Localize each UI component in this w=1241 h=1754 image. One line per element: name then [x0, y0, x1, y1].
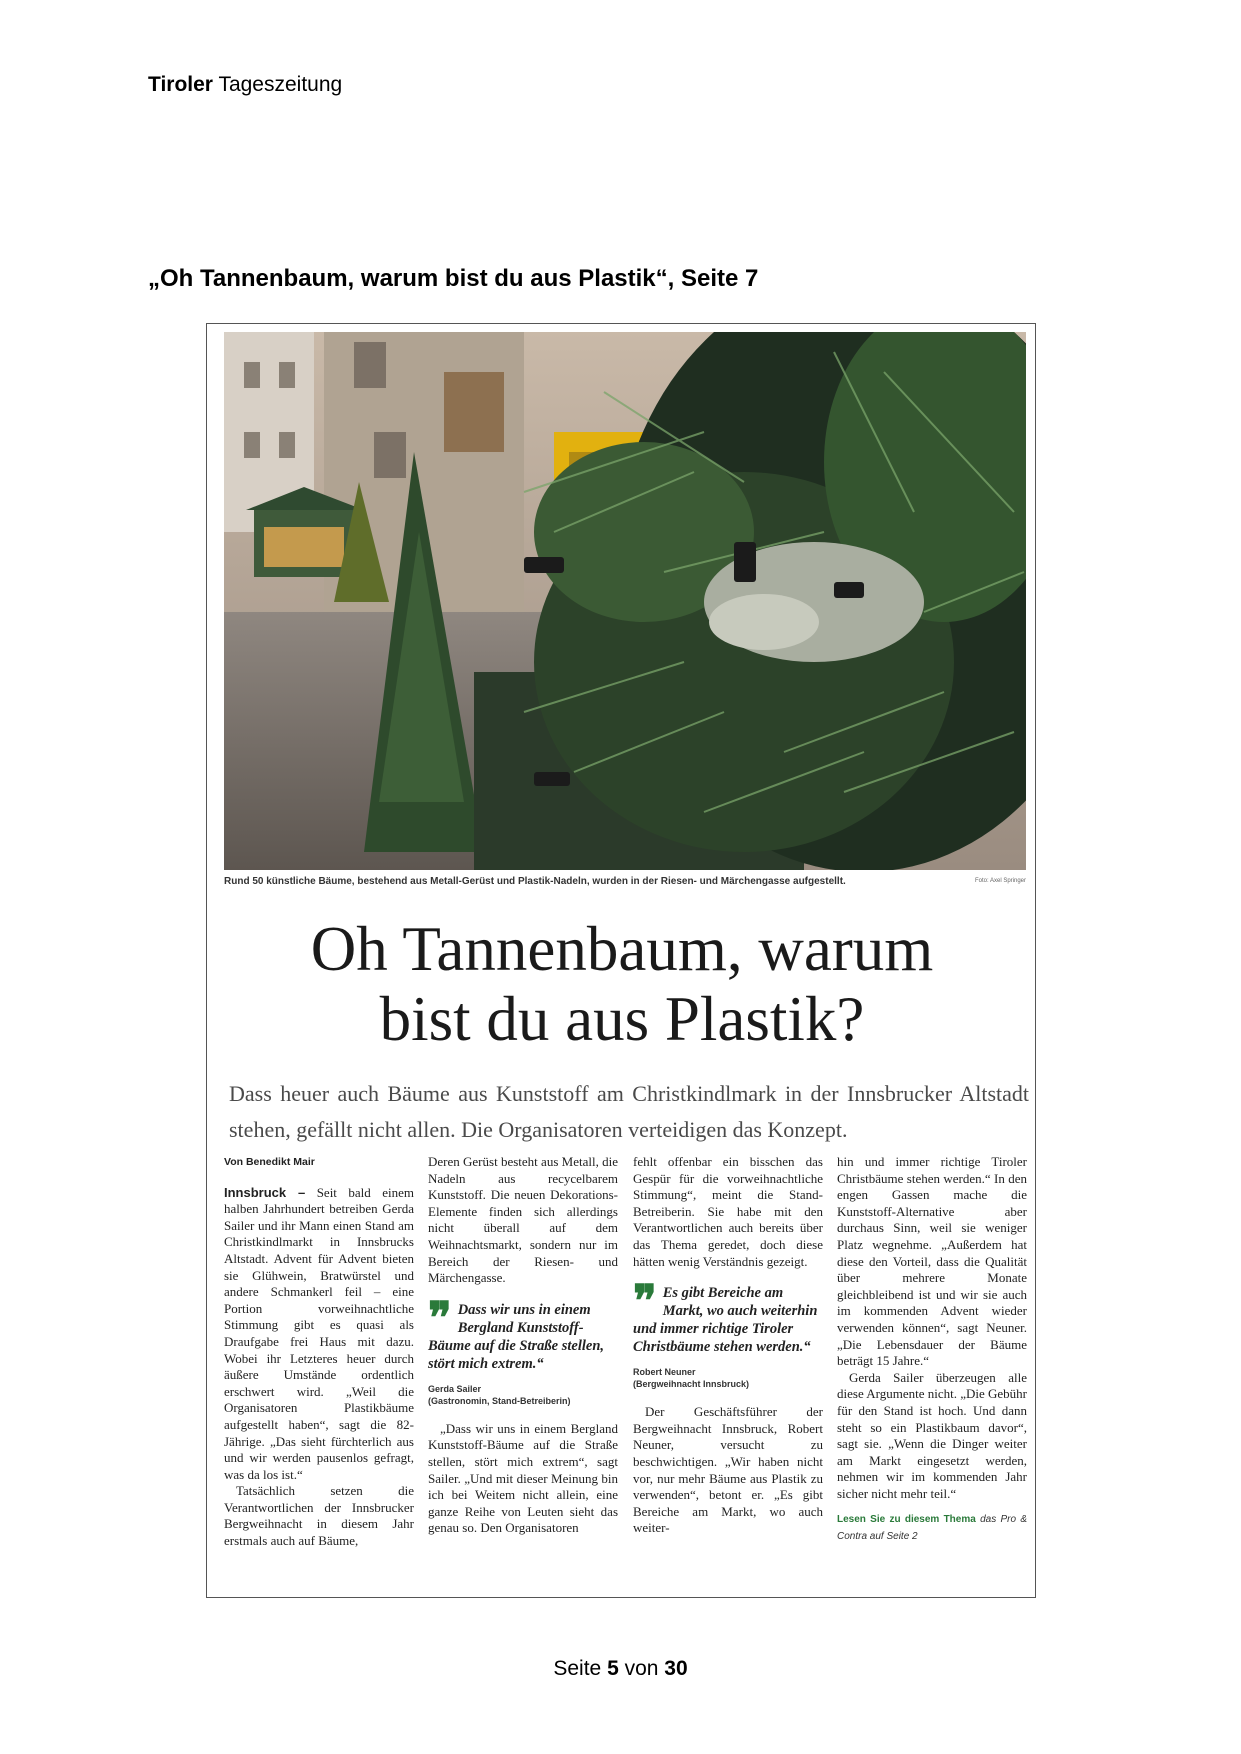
document-title: „Oh Tannenbaum, warum bist du aus Plastik“, Seite 7	[148, 265, 759, 292]
article-column-3	[633, 1154, 823, 1537]
column-4-paragraph-2: Gerda Sailer überzeugen alle diese Argumente nicht. „Die Gebühr für den Stand ist hoch. Und dann steht so ein Plastikbaum davor“, sagt sie. „Wenn die Dinger weiter am Markt eingesetzt werden, nehmen wir im kommenden Jahr sicher nicht mehr teil.“	[837, 1369, 1028, 1501]
current-page-number: 5	[607, 1657, 619, 1680]
column-2-paragraph-2: „Dass wir uns in einem Bergland Kunststoff-Bäume auf die Straße stellen, stört mich extrem“, sagt Sailer. „Und mit dieser Meinung bin ich bei Weitem nicht allein, eine ganze Reihe von Leuten sieht das genau so. Den Organisatoren	[428, 1420, 618, 1536]
pull-quote-1-source	[428, 1383, 618, 1407]
see-also-lead: Lesen Sie zu diesem Thema	[837, 1514, 976, 1526]
quote-2-name: Robert Neuner	[633, 1367, 696, 1378]
headline-line-1: Oh Tannenbaum, warum	[310, 914, 934, 984]
column-2-paragraph-1: Deren Gerüst besteht aus Metall, die Nadeln aus recycelbarem Kunststoff. Die neuen Dekorations-Elemente finden sich allerdings nicht überall auf dem Weihnachtsmarkt, sondern nur im Bereich der Riesen- und Märchengasse.	[428, 1154, 618, 1286]
see-also-note	[837, 1512, 1027, 1545]
total-page-count: 30	[664, 1657, 688, 1680]
quote-2-role: (Bergweihnacht Innsbruck)	[633, 1379, 750, 1390]
quote-1-name: Gerda Sailer	[428, 1383, 482, 1394]
photo-credit: Foto: Axel Springer	[974, 878, 1026, 884]
newspaper-clipping	[206, 323, 1036, 1598]
newspaper-header	[148, 74, 342, 95]
column-4-paragraph-1: hin und immer richtige Tiroler Christbäume stehen werden.“ In den engen Gassen mache die Kunststoff-Alternative aber durchaus Sinn, weil sie weniger Platz wegnehme. „Außerdem hat diese den Vorteil, dass die Qualität über mehrere Monate gleichbleibend ist und wir sie auch im kommenden Advent wieder verwenden können“, sagt Neuner. „Die Lebensdauer der Bäume beträgt 15 Jahre.“	[837, 1154, 1027, 1369]
caption-text: Rund 50 künstliche Bäume, bestehend aus Metall-Gerüst und Plastik-Nadeln, wurden in der Riesen- und Märchengasse aufgestellt.	[224, 876, 846, 887]
pull-quote-2-text: Es gibt Bereiche am Markt, wo auch weiterhin und immer richtige Tiroler Christbäume stehen werden.“	[633, 1285, 818, 1356]
column-3-paragraph-1: fehlt offenbar ein bisschen das Gespür für die vorweihnachtliche Stimmung“, meint die Stand-Betreiberin. Sie habe mit den Verantwortlichen auch bereits über das Thema geredet, doch diese hätten wenig Verständnis gezeigt.	[633, 1154, 823, 1269]
pull-quote-1	[428, 1293, 618, 1373]
brand-bold: Tiroler	[148, 73, 213, 96]
headline-line-2: bist du aus Plastik?	[379, 984, 865, 1054]
quote-mark-icon: ❞	[633, 1277, 657, 1327]
pull-quote-2	[633, 1277, 823, 1356]
column-1-paragraph-2: Tatsächlich setzen die Verantwortlichen der Innsbrucker Bergweihnacht in diesem Jahr erstmals auch auf Bäume,	[224, 1483, 414, 1549]
page-footer	[0, 1658, 1241, 1679]
dateline: Innsbruck –	[224, 1184, 306, 1200]
column-1-text-1: Seit bald einem halben Jahrhundert betreiben Gerda Sailer und ihr Mann einen Stand am Christkindlmarkt in Innsbrucks Altstadt. Advent für Advent bieten sie Glühwein, Bratwürstel und andere Schmankerl feil – eine Portion vorweihnachtliche Stimmung gibt es quasi als Draufgabe frei Haus mit dazu. Wobei ihr Letzteres heuer durch äußere Umstände ordentlich erschwert wird. „Weil die Organisatoren Plastikbäume aufgestellt haben“, sagt die 82-Jährige. „Das sieht fürchterlich aus und wir werden pausenlos gefragt, was da los ist.“	[224, 1184, 415, 1482]
quote-mark-icon: ❞	[428, 1293, 452, 1343]
pull-quote-1-text: Dass wir uns in einem Bergland Kunststoff-Bäume auf die Straße stellen, stört mich extrem.“	[428, 1301, 605, 1372]
christmas-tree-photo	[224, 332, 1026, 870]
article-column-1	[224, 1154, 414, 1550]
byline: Von Benedikt Mair	[224, 1156, 315, 1168]
brand-rest: Tageszeitung	[218, 73, 343, 96]
column-1-paragraph-1	[224, 1185, 414, 1484]
article-headline	[207, 914, 1036, 1054]
article-column-4	[837, 1154, 1027, 1546]
article-column-2	[428, 1154, 618, 1537]
quote-1-role: (Gastronomin, Stand-Betreiberin)	[428, 1395, 571, 1406]
footer-von: von	[624, 1657, 659, 1680]
article-subhead: Dass heuer auch Bäume aus Kunststoff am Christkindlmark in der Innsbrucker Altstadt stehen, gefällt nicht allen. Die Organisatoren verteidigen das Konzept.	[229, 1081, 1029, 1142]
pull-quote-2-source	[633, 1366, 823, 1390]
footer-seite: Seite	[553, 1657, 602, 1680]
column-3-paragraph-2: Der Geschäftsführer der Bergweihnacht Innsbruck, Robert Neuner, versucht zu beschwichtigen. „Wir haben nicht vor, nur mehr Bäume aus Plastik zu verwenden“, betont er. „Es gibt Bereiche am Markt, wo auch weiter-	[633, 1404, 823, 1536]
see-also-rest: das Pro & Contra auf Seite 2	[837, 1514, 1027, 1543]
photo-caption	[224, 876, 1026, 887]
